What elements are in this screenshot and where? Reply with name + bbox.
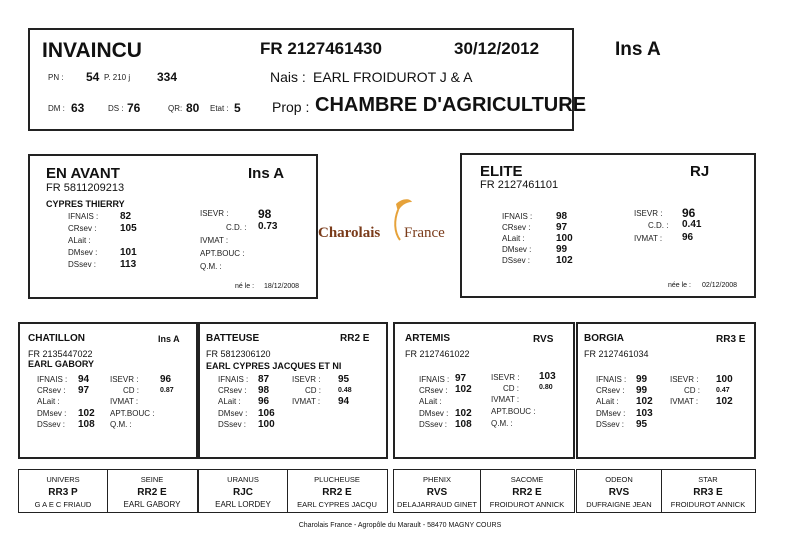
logo-text-right: France: [404, 225, 445, 241]
gg-rank: RR2 E: [137, 487, 167, 498]
great-grandparent-cell: [288, 470, 386, 512]
sire-dmsev-label: DMsev :: [68, 248, 98, 257]
gg-owner: FROIDUROT ANNICK: [670, 500, 746, 509]
gp-crsev-label: CRsev :: [218, 386, 247, 395]
sire-born-label: né le :: [235, 283, 255, 290]
sire-aptbouc-label: APT.BOUC :: [200, 249, 245, 258]
gp-ifnais: 99: [636, 374, 648, 385]
gp-owner: EARL CYPRES JACQUES ET NI: [206, 361, 342, 371]
dam-card: [460, 153, 756, 298]
gg-rank: RR3 P: [48, 487, 78, 498]
grandparent-card: [18, 322, 198, 459]
gg-name: PHENIX: [423, 475, 451, 484]
gp-ins: RR2 E: [340, 333, 370, 344]
gp-qm-label: Q.M. :: [491, 419, 513, 428]
gp-cd: 0.47: [716, 387, 730, 394]
gp-dssev-label: DSsev :: [419, 420, 448, 429]
gp-isevr-label: ISEVR :: [110, 375, 139, 384]
gp-cd: 0.48: [338, 387, 352, 394]
animal-id: FR 2127461430: [260, 39, 382, 58]
gp-ivmat-label: IVMAT :: [292, 397, 321, 406]
gp-ifnais-label: IFNAIS :: [37, 375, 68, 384]
grandparent-card: [576, 322, 756, 459]
gg-owner: G A E C FRIAUD: [34, 500, 92, 509]
gp-alait-label: ALait :: [37, 397, 60, 406]
dam-ins: RJ: [690, 163, 710, 180]
great-grandparent-cell: [394, 470, 480, 512]
sire-cd: 0.73: [258, 221, 278, 232]
gp-crsev: 98: [258, 385, 270, 396]
sire-isevr: 98: [258, 207, 272, 221]
gp-id: FR 2127461034: [584, 349, 649, 359]
sire-ins: Ins A: [248, 165, 285, 182]
dam-dssev-label: DSsev :: [502, 256, 531, 265]
sire-ifnais-label: IFNAIS :: [68, 212, 99, 221]
gp-ivmat-label: IVMAT :: [491, 395, 520, 404]
prop-value: CHAMBRE D'AGRICULTURE: [315, 94, 587, 116]
dam-id: FR 2127461101: [480, 179, 559, 191]
gp-isevr-label: ISEVR :: [491, 373, 520, 382]
gp-dmsev-label: DMsev :: [419, 409, 449, 418]
gg-name: UNIVERS: [46, 475, 80, 484]
gp-cd-label: CD :: [503, 384, 519, 393]
dam-cd-label: C.D. :: [648, 221, 669, 230]
gp-cd-label: CD :: [123, 386, 139, 395]
gp-dmsev: 103: [636, 408, 653, 419]
gp-alait-label: ALait :: [218, 397, 241, 406]
gp-isevr: 95: [338, 374, 350, 385]
gp-ifnais: 87: [258, 374, 270, 385]
ds-value: 76: [127, 101, 141, 115]
prop-label: Prop :: [272, 99, 310, 115]
p210-label: P. 210 j: [104, 73, 131, 82]
gp-name: ARTEMIS: [405, 333, 450, 344]
gp-isevr: 100: [716, 374, 733, 385]
p210-value: 334: [157, 70, 178, 84]
dam-crsev: 97: [556, 222, 568, 233]
gp-isevr: 96: [160, 374, 172, 385]
gp-dssev: 100: [258, 419, 275, 430]
gp-alait: 102: [636, 396, 653, 407]
dam-ifnais: 98: [556, 211, 568, 222]
great-grandparent-pair: [576, 469, 756, 513]
dam-dmsev-label: DMsev :: [502, 245, 532, 254]
gp-crsev: 97: [78, 385, 90, 396]
great-grandparent-pair: [18, 469, 198, 513]
charolais-france-logo: [314, 196, 460, 256]
logo-text-left: Charolais: [318, 225, 381, 241]
gg-rank: RVS: [608, 487, 630, 498]
gp-crsev: 102: [455, 384, 472, 395]
pn-value: 54: [86, 70, 100, 84]
dam-isevr: 96: [682, 206, 696, 220]
gp-dssev: 108: [455, 419, 472, 430]
gg-owner: FROIDUROT ANNICK: [489, 500, 565, 509]
dam-isevr-label: ISEVR :: [634, 209, 663, 218]
great-grandparent-cell: [577, 470, 661, 512]
gp-dmsev: 102: [78, 408, 95, 419]
gp-ifnais-label: IFNAIS :: [596, 375, 627, 384]
gp-dmsev: 106: [258, 408, 275, 419]
animal-ins: Ins A: [615, 39, 661, 60]
gp-ifnais: 97: [455, 373, 467, 384]
gp-dssev-label: DSsev :: [218, 420, 247, 429]
gp-aptbouc-label: APT.BOUC :: [110, 409, 155, 418]
sire-crsev: 105: [120, 223, 137, 234]
gp-name: BATTEUSE: [206, 333, 260, 344]
dam-dmsev: 99: [556, 244, 568, 255]
animal-header-card: [28, 28, 661, 131]
great-grandparent-cell: [481, 470, 573, 512]
gg-name: URANUS: [227, 475, 259, 484]
dam-name: ELITE: [480, 163, 523, 180]
gp-dmsev-label: DMsev :: [37, 409, 67, 418]
gg-rank: RR2 E: [512, 487, 542, 498]
gp-dmsev: 102: [455, 408, 472, 419]
dam-crsev-label: CRsev :: [502, 223, 531, 232]
gg-rank: RR3 E: [693, 487, 723, 498]
gp-name: CHATILLON: [28, 333, 86, 344]
gp-ins: RVS: [533, 334, 554, 345]
gg-rank: RJC: [232, 487, 253, 498]
gp-ins: RR3 E: [716, 334, 746, 345]
dam-ivmat-label: IVMAT :: [634, 234, 663, 243]
dam-alait-label: ALait :: [502, 234, 525, 243]
gp-ifnais-label: IFNAIS :: [419, 375, 450, 384]
dam-cd: 0.41: [682, 219, 702, 230]
etat-label: Etat :: [210, 104, 229, 113]
dam-born: 02/12/2008: [702, 282, 738, 289]
gp-crsev-label: CRsev :: [37, 386, 66, 395]
pn-label: PN :: [48, 73, 64, 82]
gp-alait: 96: [258, 396, 270, 407]
ds-label: DS :: [108, 104, 124, 113]
nais-label: Nais :: [270, 69, 306, 85]
gp-ivmat: 94: [338, 396, 350, 407]
sire-ivmat-label: IVMAT :: [200, 236, 229, 245]
gp-ifnais-label: IFNAIS :: [218, 375, 249, 384]
nais-value: EARL FROIDUROT J & A: [313, 69, 473, 85]
gp-dmsev-label: DMsev :: [218, 409, 248, 418]
great-grandparent-pair: [198, 469, 388, 513]
grandparent-card: [198, 322, 388, 459]
great-grandparent-cell: [199, 470, 287, 512]
gg-name: STAR: [698, 475, 718, 484]
sire-qm-label: Q.M. :: [200, 262, 222, 271]
sire-ifnais: 82: [120, 211, 132, 222]
animal-date: 30/12/2012: [454, 39, 540, 58]
gp-dmsev-label: DMsev :: [596, 409, 626, 418]
great-grandparent-cell: [662, 470, 754, 512]
gg-name: SEINE: [140, 475, 164, 484]
sire-alait-label: ALait :: [68, 236, 91, 245]
gp-cd: 0.87: [160, 387, 174, 394]
gp-cd-label: CD :: [684, 386, 700, 395]
gg-owner: EARL GABORY: [123, 500, 181, 509]
gp-dssev: 95: [636, 419, 648, 430]
dam-ifnais-label: IFNAIS :: [502, 212, 533, 221]
dam-dssev: 102: [556, 255, 573, 266]
gp-alait-label: ALait :: [419, 397, 442, 406]
sire-cd-label: C.D. :: [226, 223, 247, 232]
gp-cd-label: CD :: [305, 386, 321, 395]
gg-name: PLUCHEUSE: [314, 475, 360, 484]
gp-ivmat-label: IVMAT :: [110, 397, 139, 406]
gg-rank: RR2 E: [322, 487, 352, 498]
gp-isevr-label: ISEVR :: [670, 375, 699, 384]
gp-crsev-label: CRsev :: [596, 386, 625, 395]
dam-born-label: née le :: [668, 282, 691, 289]
grandparent-card: [393, 322, 575, 459]
gp-qm-label: Q.M. :: [110, 420, 132, 429]
gp-dssev: 108: [78, 419, 95, 430]
sire-born: 18/12/2008: [264, 283, 300, 290]
gp-dssev-label: DSsev :: [596, 420, 625, 429]
dam-ivmat: 96: [682, 232, 694, 243]
great-grandparent-cell: [19, 470, 107, 512]
gp-ifnais: 94: [78, 374, 90, 385]
animal-name: INVAINCU: [42, 39, 142, 62]
gp-alait-label: ALait :: [596, 397, 619, 406]
gp-ins: Ins A: [158, 334, 180, 344]
gp-name: BORGIA: [584, 333, 624, 344]
sire-dssev-label: DSsev :: [68, 260, 97, 269]
gp-cd: 0.80: [539, 384, 553, 391]
gp-id: FR 5812306120: [206, 349, 271, 359]
qr-label: QR:: [168, 104, 183, 113]
gp-aptbouc-label: APT.BOUC :: [491, 407, 536, 416]
gg-owner: DELAJARRAUD GINET: [396, 500, 477, 509]
qr-value: 80: [186, 101, 200, 115]
gg-name: SACOME: [510, 475, 544, 484]
sire-id: FR 5811209213: [46, 182, 125, 194]
dm-label: DM :: [48, 104, 65, 113]
gg-rank: RVS: [426, 487, 448, 498]
gp-ivmat-label: IVMAT :: [670, 397, 699, 406]
sire-dmsev: 101: [120, 247, 137, 258]
gp-dssev-label: DSsev :: [37, 420, 66, 429]
gp-isevr-label: ISEVR :: [292, 375, 321, 384]
sire-name: EN AVANT: [46, 165, 120, 182]
gp-crsev-label: CRsev :: [419, 386, 448, 395]
gp-owner: EARL GABORY: [28, 359, 95, 369]
sire-owner: CYPRES THIERRY: [46, 199, 125, 209]
sire-card: [28, 154, 318, 299]
gg-owner: EARL CYPRES JACQU: [297, 500, 377, 509]
sire-crsev-label: CRsev :: [68, 224, 97, 233]
gg-name: ODEON: [605, 475, 633, 484]
gp-isevr: 103: [539, 371, 556, 382]
gp-id: FR 2127461022: [405, 349, 470, 359]
gp-crsev: 99: [636, 385, 648, 396]
gg-owner: EARL LORDEY: [215, 500, 271, 509]
footer-address: Charolais France - Agropôle du Marault - 58470 MAGNY COURS: [298, 522, 502, 529]
dm-value: 63: [71, 101, 85, 115]
great-grandparent-pair: [393, 469, 575, 513]
gp-id: FR 2135447022: [28, 349, 93, 359]
gp-ivmat: 102: [716, 396, 733, 407]
dam-alait: 100: [556, 233, 573, 244]
sire-dssev: 113: [120, 259, 137, 270]
great-grandparent-cell: [108, 470, 196, 512]
gg-owner: DUFRAIGNE JEAN: [586, 500, 652, 509]
etat-value: 5: [234, 101, 241, 115]
sire-isevr-label: ISEVR :: [200, 209, 229, 218]
